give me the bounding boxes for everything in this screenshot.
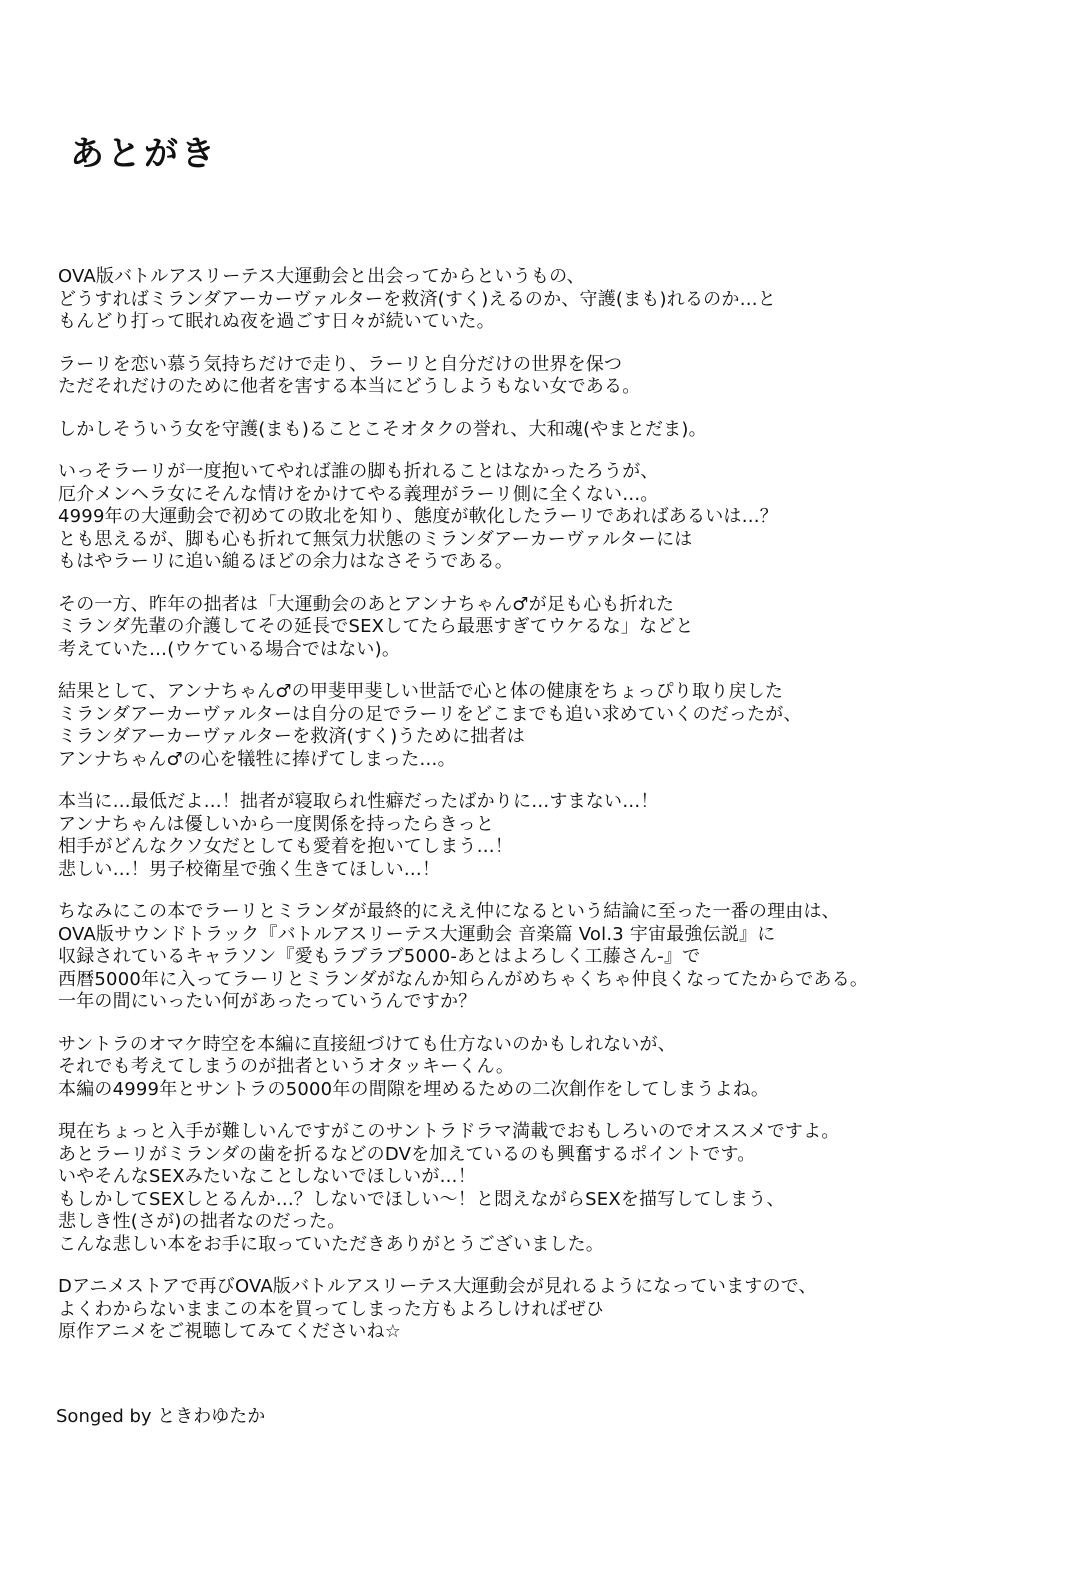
- text-line: Dアニメストアで再びOVA版バトルアスリーテス大運動会が見れるようになっていますので、: [58, 1276, 817, 1297]
- paragraph: [58, 1121, 1058, 1256]
- text-line: とも思えるが、脚も心も折れて無気力状態のミランダアーカーヴァルターには: [58, 528, 693, 550]
- paragraph: [58, 266, 1058, 334]
- paragraph: [58, 419, 1058, 442]
- text-line: 厄介メンヘラ女にそんな情けをかけてやる義理がラーリ側に全くない…。: [58, 483, 659, 505]
- text-line: OVA版サウンドトラック『バトルアスリーテス大運動会 音楽篇 Vol.3 宇宙最強伝説』に: [58, 923, 776, 945]
- text-line: 西暦5000年に入ってラーリとミランダがなんか知らんがめちゃくちゃ仲良くなってたからである。: [58, 968, 869, 990]
- text-line: 本当に…最低だよ…！拙者が寝取られ性癖だったばかりに…すまない…！: [58, 791, 659, 812]
- text-line: どうすればミランダアーカーヴァルターを救済(すく)えるのか、守護(まも)れるのか…と: [58, 288, 776, 310]
- text-line: アンナちゃんは優しいから一度関係を持ったらきっと: [58, 813, 495, 835]
- text-line: よくわからないままこの本を買ってしまった方もよろしければぜひ: [58, 1298, 604, 1320]
- text-line: サントラのオマケ時空を本編に直接紐づけても仕方ないのかもしれないが、: [58, 1033, 676, 1055]
- text-line: もんどり打って眠れぬ夜を過ごす日々が続いていた。: [58, 311, 495, 332]
- text-line: アンナちゃん♂の心を犠牲に捧げてしまった…。: [58, 748, 456, 770]
- text-line: ラーリを恋い慕う気持ちだけで走り、ラーリと自分だけの世界を保つ: [58, 353, 623, 375]
- text-line: 原作アニメをご視聴してみてくださいね☆: [58, 1321, 402, 1342]
- text-line: 悲しい…！男子校衛星で強く生きてほしい…！: [58, 858, 441, 880]
- text-line: こんな悲しい本をお手に取っていただきありがとうございました。: [58, 1233, 604, 1255]
- paragraph: [58, 1276, 1058, 1344]
- text-line: 現在ちょっと入手が難しいんですがこのサントラドラマ満載でおもしろいのでオススメですよ。: [58, 1121, 840, 1142]
- paragraph: [58, 791, 1058, 881]
- paragraph: [58, 1034, 1058, 1102]
- page-title: あとがき: [70, 134, 218, 174]
- text-line: 悲しき性(さが)の拙者なのだった。: [58, 1211, 346, 1232]
- paragraph: [58, 594, 1058, 662]
- text-line: もはやラーリに追い縋るほどの余力はなさそうである。: [58, 551, 513, 572]
- text-line: 考えていた…(ウケている場合ではない)。: [58, 638, 401, 660]
- text-line: 結果として、アンナちゃん♂の甲斐甲斐しい世話で心と体の健康をちょっぴり取り戻した: [58, 681, 784, 702]
- paragraph: [58, 461, 1058, 574]
- text-line: ミランダ先輩の介護してその延長でSEXしてたら最悪すぎてウケるな」などと: [58, 616, 694, 637]
- text-line: いやそんなSEXみたいなことしないでほしいが…！: [58, 1166, 476, 1187]
- text-line: ミランダアーカーヴァルターを救済(すく)うために拙者は: [58, 726, 525, 747]
- text-line: OVA版バトルアスリーテス大運動会と出会ってからというもの、: [58, 266, 585, 287]
- text-line: ミランダアーカーヴァルターは自分の足でラーリをどこまでも追い求めていくのだったが、: [58, 703, 802, 725]
- text-line: 収録されているキャラソン『愛もラブラブ5000-あとはよろしく工藤さん-』で: [58, 946, 701, 967]
- text-line: もしかしてSEXしとるんか…？しないでほしい～！と悶えながらSEXを描写してしまう、: [58, 1188, 785, 1210]
- text-line: あとラーリがミランダの歯を折るなどのDVを加えているのも興奮するポイントです。: [58, 1143, 756, 1165]
- text-line: それでも考えてしまうのが拙者というオタッキーくん。: [58, 1056, 515, 1077]
- paragraph: [58, 901, 1058, 1014]
- text-line: いっそラーリが一度抱いてやれば誰の脚も折れることはなかったろうが、: [58, 461, 659, 482]
- text-line: 4999年の大運動会で初めての敗北を知り、態度が軟化したラーリであればあるいは…？: [58, 506, 779, 527]
- text-line: 本編の4999年とサントラの5000年の間隙を埋めるための二次創作をしてしまうよね。: [58, 1078, 770, 1100]
- author-signature: Songed by ときわゆたか: [56, 1406, 266, 1427]
- paragraph: [58, 354, 1058, 399]
- text-line: しかしそういう女を守護(まも)ることこそオタクの誉れ、大和魂(やまとだま)。: [58, 418, 707, 440]
- text-line: 相手がどんなクソ女だとしても愛着を抱いてしまう…！: [58, 836, 513, 857]
- text-line: ただそれだけのために他者を害する本当にどうしようもない女である。: [58, 376, 641, 397]
- paragraph: [58, 681, 1058, 771]
- text-line: 一年の間にいったい何があったっていうんですか？: [58, 991, 477, 1012]
- afterword-body: [58, 266, 1058, 1364]
- text-line: その一方、昨年の拙者は「大運動会のあとアンナちゃん♂が足も心も折れた: [58, 593, 675, 615]
- text-line: ちなみにこの本でラーリとミランダが最終的にええ仲になるという結論に至った一番の理由は、: [58, 901, 840, 922]
